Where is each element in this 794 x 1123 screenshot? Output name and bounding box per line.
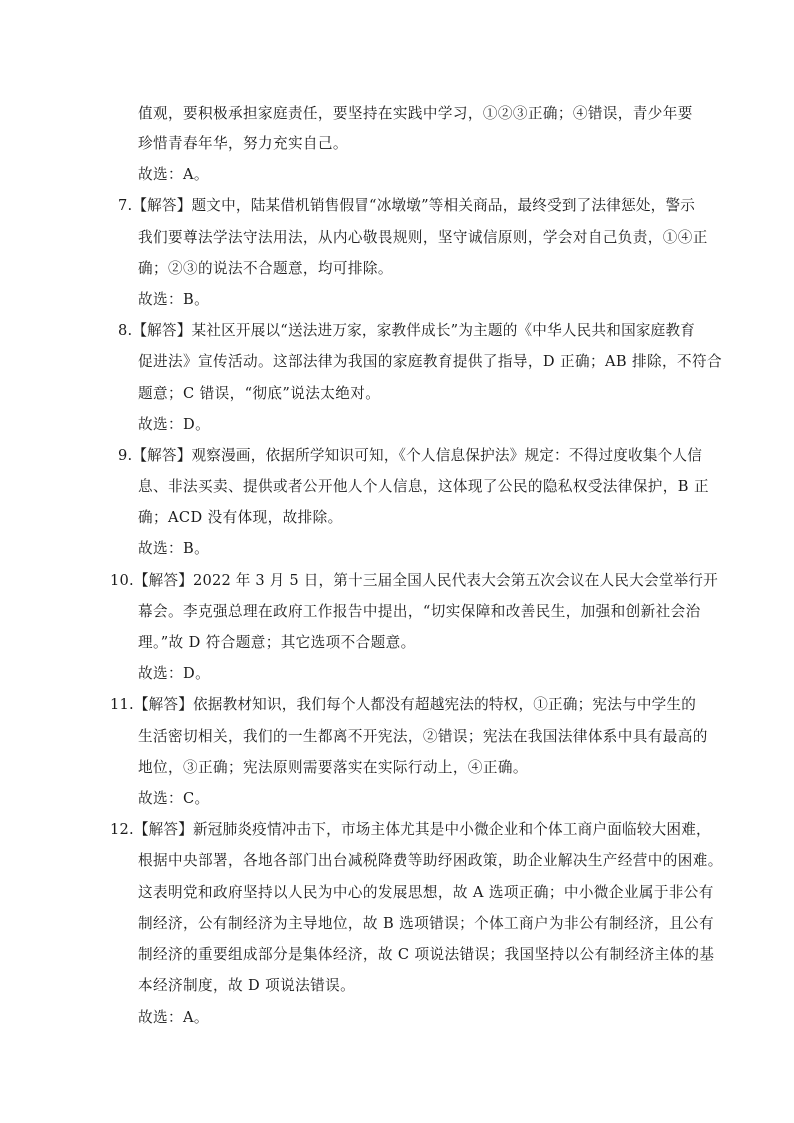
question-item-11 [110, 695, 696, 715]
question-number: 8. [118, 322, 133, 339]
text-line: 题文中，陆某借机销售假冒“冰墩墩”等相关商品，最终受到了法律惩处，警示 [191, 197, 696, 214]
text-line: 我们要尊法学法守法用法，从内心敬畏规则，坚守诚信原则，学会对自己负责，①④正 [138, 229, 708, 246]
question-item-10 [110, 571, 718, 591]
answer-line: 故选：D。 [138, 665, 211, 682]
answer-line: 故选：A。 [138, 166, 209, 183]
text-line: 理。”故 D 符合题意；其它选项不合题意。 [138, 634, 416, 651]
text-line: 本经济制度，故 D 项说法错误。 [138, 977, 356, 994]
question-item-12 [110, 820, 711, 840]
answer-tag: 【解答】 [133, 696, 193, 713]
question-item-8 [118, 321, 695, 341]
text-line: 某社区开展以“送法进万家，家教伴成长”为主题的《中华人民共和国家庭教育 [191, 322, 696, 339]
answer-line: 故选：B。 [138, 540, 210, 557]
question-item-9 [118, 446, 702, 466]
text-line: 珍惜青春年华，努力充实自己。 [138, 135, 348, 152]
text-line: 根据中央部署，各地各部门出台减税降费等助纾困政策，助企业解决生产经营中的困难。 [138, 852, 723, 869]
answer-line: 故选：B。 [138, 291, 210, 308]
answer-tag: 【解答】 [132, 197, 192, 214]
text-line: 这表明党和政府坚持以人民为中心的发展思想，故 A 选项正确；中小微企业属于非公有 [138, 884, 714, 901]
text-line: 新冠肺炎疫情冲击下，市场主体尤其是中小微企业和个体工商户面临较大困难， [193, 821, 711, 838]
text-line: 生活密切相关，我们的一生都离不开宪法，②错误；宪法在我国法律体系中具有最高的 [138, 728, 708, 745]
text-line: 制经济的重要组成部分是集体经济，故 C 项说法错误；我国坚持以公有制经济主体的基 [138, 946, 715, 963]
text-line: 确；ACD 没有体现，故排除。 [138, 509, 343, 526]
text-line: 幕会。李克强总理在政府工作报告中提出，“切实保障和改善民生，加强和创新社会治 [138, 603, 701, 620]
text-line: 地位，③正确；宪法原则需要落实在实际行动上，④正确。 [138, 759, 528, 776]
answer-line: 故选：A。 [138, 1009, 209, 1026]
answer-tag: 【解答】 [133, 821, 193, 838]
text-line: 观察漫画，依据所学知识可知，《个人信息保护法》规定：不得过度收集个人信 [191, 447, 702, 464]
text-line: 题意；C 错误，“彻底”说法太绝对。 [138, 385, 381, 402]
answer-tag: 【解答】 [132, 447, 192, 464]
question-number: 10. [110, 572, 134, 589]
text-line: 息、非法买卖、提供或者公开他人个人信息，这体现了公民的隐私权受法律保护，B 正 [138, 478, 709, 495]
answer-tag: 【解答】 [132, 322, 192, 339]
question-number: 11. [110, 696, 134, 713]
question-item-7 [118, 196, 695, 216]
answer-tag: 【解答】 [133, 572, 193, 589]
text-line: 值观，要积极承担家庭责任，要坚持在实践中学习，①②③正确；④错误，青少年要 [138, 105, 693, 122]
answer-line: 故选：D。 [138, 416, 211, 433]
answer-line: 故选：C。 [138, 790, 210, 807]
text-line: 2022 年 3 月 5 日，第十三届全国人民代表大会第五次会议在人民大会堂举行开 [193, 572, 718, 589]
question-number: 7. [118, 197, 133, 214]
text-line: 制经济，公有制经济为主导地位，故 B 选项错误；个体工商户为非公有制经济，且公有 [138, 915, 714, 932]
question-number: 9. [118, 447, 133, 464]
question-number: 12. [110, 821, 134, 838]
text-line: 依据教材知识，我们每个人都没有超越宪法的特权，①正确；宪法与中学生的 [193, 696, 696, 713]
text-line: 确；②③的说法不合题意，均可排除。 [138, 260, 393, 277]
text-line: 促进法》宣传活动。这部法律为我国的家庭教育提供了指导，D 正确；AB 排除，不符合 [138, 353, 723, 370]
